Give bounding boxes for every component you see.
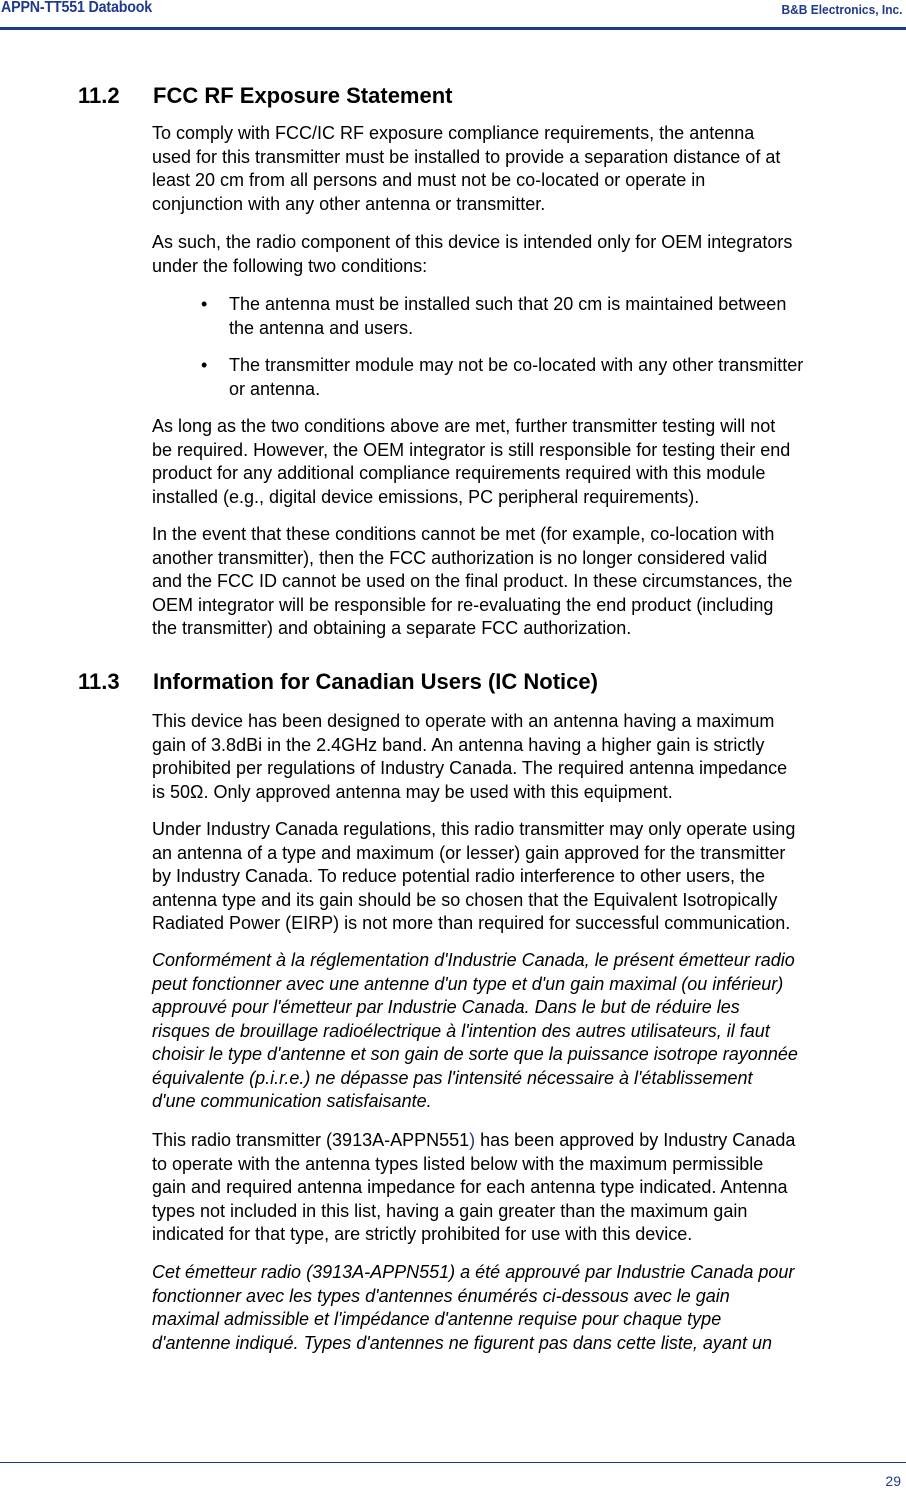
paragraph-french: Conformément à la réglementation d'Industrie Canada, le présent émetteur radio peut fonctionner avec une antenne d'un type et d'un gain maximal (ou inférieur) approuvé pour l'émetteur par Industrie Canada. Dans le but de réduire les risques de brouillage radioélectrique à l'intention des autres utilisateurs, il faut choisir le type d'antenne et son gain de sorte que la puissance isotrope rayonnée équivalente (p.i.r.e.) ne dépasse pas l'intensité nécessaire à l'établissement d'une communication satisfaisante.	[152, 950, 798, 1111]
paragraph: This device has been designed to operate with an antenna having a maximum gain of 3.8dBi in the 2.4GHz band. An antenna having a higher gain is strictly prohibited per regulations of Industry Canada. The required antenna impedance is 50Ω. Only approved antenna may be used with this equipment.	[152, 711, 788, 802]
paragraph: In the event that these conditions cannot be met (for example, co-location with another transmitter), then the FCC authorization is no longer considered valid and the FCC ID cannot be used on the final product. In these circumstances, the OEM integrator will be responsible for re-evaluating the end product (including the transmitter) and obtaining a separate FCC authorization.	[152, 524, 793, 638]
bullet-item: The transmitter module may not be co-located with any other transmitter or antenna.	[229, 355, 804, 399]
paragraph	[152, 1129, 904, 1247]
section-number: 11.3	[78, 669, 120, 694]
bullet-marker: •	[201, 294, 208, 314]
section-title: FCC RF Exposure Statement	[153, 83, 453, 108]
paragraph-french: Cet émetteur radio (3913A-APPN551) a été approuvé par Industrie Canada pour fonctionner avec les types d'antennes énumérés ci-dessous avec le gain maximal admissible et l'impédance d'antenne requise pour chaque type d'antenne indiqué. Types d'antennes ne figurent pas dans cette liste, ayant un	[152, 1262, 795, 1353]
section-title: Information for Canadian Users (IC Notice)	[153, 669, 598, 694]
header-doc-title: APPN-TT551 Databook	[1, 0, 153, 16]
bullet-marker: •	[201, 355, 208, 375]
text-run-paren: )	[469, 1130, 476, 1150]
section-number: 11.2	[78, 83, 120, 108]
text-run: has been approved by Industry Canada to operate with the antenna types listed below with the maximum permissible gain and required antenna impedance for each antenna type indicated. Antenna types not included in this list, having a gain greater than the maximum gain indicated for that type, are strictly prohibited for use with this device.	[152, 1130, 796, 1244]
paragraph: To comply with FCC/IC RF exposure compliance requirements, the antenna used for this transmitter must be installed to provide a separation distance of at least 20 cm from all persons and must not be co-located or operate in conjunction with any other antenna or transmitter.	[152, 123, 781, 214]
paragraph: As such, the radio component of this device is intended only for OEM integrators under the following two conditions:	[152, 232, 793, 276]
paragraph: As long as the two conditions above are met, further transmitter testing will not be required. However, the OEM integrator is still responsible for testing their end product for any additional compliance requirements required with this module installed (e.g., digital device emissions, PC peripheral requirements).	[152, 416, 791, 507]
paragraph: Under Industry Canada regulations, this radio transmitter may only operate using an antenna of a type and maximum (or lesser) gain approved for the transmitter by Industry Canada. To reduce potential radio interference to other users, the antenna type and its gain should be so chosen that the Equivalent Isotropically Radiated Power (EIRP) is not more than required for successful communication.	[152, 819, 796, 933]
header-divider	[0, 27, 906, 30]
bullet-item: The antenna must be installed such that 20 cm is maintained between the antenna and users.	[229, 294, 787, 338]
footer-divider	[0, 1462, 906, 1463]
text-run: This radio transmitter (3913A-APPN551	[152, 1130, 470, 1150]
section-heading-11-3	[78, 669, 598, 695]
page-number: 29	[885, 1473, 901, 1489]
section-heading-11-2	[78, 83, 453, 109]
header-company: B&B Electronics, Inc.	[781, 2, 902, 17]
